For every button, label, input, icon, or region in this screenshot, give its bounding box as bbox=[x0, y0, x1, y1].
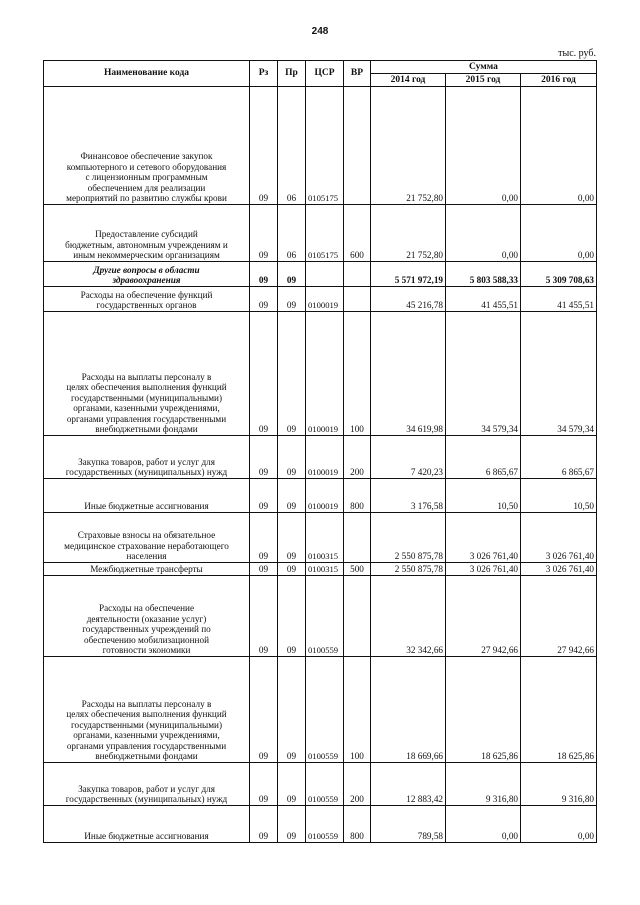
row-sum-2014: 21 752,80 bbox=[371, 205, 446, 262]
row-csr: 0100019 bbox=[306, 436, 344, 479]
row-rz: 09 bbox=[250, 657, 278, 763]
header-year-2014: 2014 год bbox=[371, 74, 446, 87]
row-sum-2014: 34 619,98 bbox=[371, 312, 446, 436]
row-csr: 0100559 bbox=[306, 806, 344, 843]
row-pr: 09 bbox=[278, 576, 306, 657]
row-vr: 800 bbox=[344, 806, 371, 843]
row-name-line: Иные бюджетные ассигнования bbox=[84, 501, 209, 512]
row-sum-2016: 41 455,51 bbox=[521, 287, 597, 312]
row-pr: 06 bbox=[278, 205, 306, 262]
row-rz: 09 bbox=[250, 312, 278, 436]
row-csr bbox=[306, 262, 344, 287]
row-name-line: с лицензионным программным bbox=[85, 172, 208, 183]
row-name-line: здравоохранения bbox=[112, 275, 181, 286]
row-name bbox=[44, 513, 250, 563]
row-name-line: иным некоммерческим организациям bbox=[73, 250, 220, 261]
row-sum-2016: 5 309 708,63 bbox=[521, 262, 597, 287]
header-rz: Рз bbox=[250, 61, 278, 87]
row-name-line: Закупка товаров, работ и услуг для bbox=[78, 456, 215, 467]
row-name-line: Расходы на выплаты персоналу в bbox=[81, 698, 212, 709]
row-sum-2015: 3 026 761,40 bbox=[446, 513, 521, 563]
row-vr: 200 bbox=[344, 436, 371, 479]
row-pr: 09 bbox=[278, 287, 306, 312]
row-name-line: внебюджетными фондами bbox=[95, 751, 198, 762]
table-row bbox=[44, 513, 597, 563]
row-name-line: государственных (муниципальных) нужд bbox=[65, 467, 228, 478]
row-rz: 09 bbox=[250, 287, 278, 312]
row-sum-2015: 27 942,66 bbox=[446, 576, 521, 657]
row-sum-2014: 45 216,78 bbox=[371, 287, 446, 312]
row-name bbox=[44, 205, 250, 262]
row-name-line: бюджетным, автономным учреждениям и bbox=[65, 239, 228, 250]
row-vr: 200 bbox=[344, 763, 371, 806]
row-vr bbox=[344, 576, 371, 657]
row-sum-2015: 34 579,34 bbox=[446, 312, 521, 436]
header-vr: ВР bbox=[344, 61, 371, 87]
row-name bbox=[44, 87, 250, 205]
row-pr: 09 bbox=[278, 806, 306, 843]
row-name bbox=[44, 312, 250, 436]
row-sum-2015: 0,00 bbox=[446, 205, 521, 262]
row-csr: 0105175 bbox=[306, 87, 344, 205]
row-csr: 0100019 bbox=[306, 287, 344, 312]
row-pr: 06 bbox=[278, 87, 306, 205]
row-sum-2016: 0,00 bbox=[521, 205, 597, 262]
row-vr bbox=[344, 287, 371, 312]
table-row bbox=[44, 763, 597, 806]
row-name-line: государственными (муниципальными) bbox=[70, 392, 223, 403]
row-name-line: Расходы на выплаты персоналу в bbox=[81, 371, 212, 382]
row-csr: 0100559 bbox=[306, 657, 344, 763]
table-row bbox=[44, 205, 597, 262]
table-row bbox=[44, 312, 597, 436]
row-name-line: органами, казенными учреждениями, bbox=[73, 403, 220, 414]
row-rz: 09 bbox=[250, 479, 278, 513]
row-name bbox=[44, 287, 250, 312]
row-name-line: органами управления государственными bbox=[66, 740, 227, 751]
row-rz: 09 bbox=[250, 806, 278, 843]
row-name-line: деятельности (оказание услуг) bbox=[86, 613, 207, 624]
row-csr: 0100315 bbox=[306, 513, 344, 563]
row-sum-2016: 6 865,67 bbox=[521, 436, 597, 479]
row-sum-2014: 12 883,42 bbox=[371, 763, 446, 806]
row-sum-2014: 2 550 875,78 bbox=[371, 563, 446, 576]
row-name-line: органами, казенными учреждениями, bbox=[73, 730, 220, 741]
row-rz: 09 bbox=[250, 205, 278, 262]
row-name bbox=[44, 576, 250, 657]
row-name bbox=[44, 763, 250, 806]
row-name-line: Межбюджетные трансферты bbox=[90, 564, 203, 575]
row-csr: 0100019 bbox=[306, 312, 344, 436]
row-sum-2014: 32 342,66 bbox=[371, 576, 446, 657]
row-rz: 09 bbox=[250, 763, 278, 806]
table-row bbox=[44, 806, 597, 843]
header-name: Наименование кода bbox=[44, 61, 250, 87]
row-name-line: Другие вопросы в области bbox=[93, 264, 200, 275]
row-name bbox=[44, 563, 250, 576]
row-sum-2015: 10,50 bbox=[446, 479, 521, 513]
row-rz: 09 bbox=[250, 262, 278, 287]
row-name-line: органами управления государственными bbox=[66, 413, 227, 424]
row-rz: 09 bbox=[250, 513, 278, 563]
row-sum-2016: 0,00 bbox=[521, 87, 597, 205]
row-pr: 09 bbox=[278, 513, 306, 563]
row-sum-2015: 9 316,80 bbox=[446, 763, 521, 806]
row-sum-2015: 0,00 bbox=[446, 806, 521, 843]
row-pr: 09 bbox=[278, 479, 306, 513]
header-year-2016: 2016 год bbox=[521, 74, 597, 87]
row-vr: 500 bbox=[344, 563, 371, 576]
row-sum-2015: 6 865,67 bbox=[446, 436, 521, 479]
row-name-line: Финансовое обеспечение закупок bbox=[80, 151, 213, 162]
row-sum-2014: 3 176,58 bbox=[371, 479, 446, 513]
row-csr: 0100019 bbox=[306, 479, 344, 513]
table-row bbox=[44, 576, 597, 657]
row-name-line: Расходы на обеспечение bbox=[98, 603, 195, 614]
row-name-line: мероприятий по развитию службы крови bbox=[66, 193, 227, 204]
table-row bbox=[44, 563, 597, 576]
row-sum-2015: 5 803 588,33 bbox=[446, 262, 521, 287]
row-name-line: Расходы на обеспечение функций bbox=[80, 289, 213, 300]
row-vr bbox=[344, 513, 371, 563]
table-row bbox=[44, 262, 597, 287]
row-pr: 09 bbox=[278, 763, 306, 806]
row-sum-2015: 3 026 761,40 bbox=[446, 563, 521, 576]
row-rz: 09 bbox=[250, 436, 278, 479]
row-sum-2015: 18 625,86 bbox=[446, 657, 521, 763]
row-rz: 09 bbox=[250, 87, 278, 205]
row-sum-2016: 34 579,34 bbox=[521, 312, 597, 436]
row-name-line: Иные бюджетные ассигнования bbox=[84, 831, 209, 842]
row-pr: 09 bbox=[278, 312, 306, 436]
row-csr: 0100559 bbox=[306, 576, 344, 657]
row-sum-2014: 2 550 875,78 bbox=[371, 513, 446, 563]
row-sum-2016: 10,50 bbox=[521, 479, 597, 513]
row-pr: 09 bbox=[278, 563, 306, 576]
table-row bbox=[44, 87, 597, 205]
row-name-line: медицинское страхование неработающего bbox=[64, 540, 229, 551]
row-sum-2014: 789,58 bbox=[371, 806, 446, 843]
row-sum-2016: 9 316,80 bbox=[521, 763, 597, 806]
row-sum-2015: 0,00 bbox=[446, 87, 521, 205]
row-name-line: государственных органов bbox=[96, 300, 197, 311]
row-name-line: Предоставление субсидий bbox=[95, 229, 198, 240]
row-vr: 100 bbox=[344, 657, 371, 763]
row-csr: 0100559 bbox=[306, 763, 344, 806]
row-sum-2016: 3 026 761,40 bbox=[521, 563, 597, 576]
row-name-line: компьютерного и сетевого оборудования bbox=[66, 161, 227, 172]
row-pr: 09 bbox=[278, 262, 306, 287]
row-sum-2016: 3 026 761,40 bbox=[521, 513, 597, 563]
row-vr: 100 bbox=[344, 312, 371, 436]
units-label: тыс. руб. bbox=[558, 48, 596, 59]
row-sum-2014: 18 669,66 bbox=[371, 657, 446, 763]
row-sum-2014: 21 752,80 bbox=[371, 87, 446, 205]
row-sum-2016: 18 625,86 bbox=[521, 657, 597, 763]
row-name-line: внебюджетными фондами bbox=[95, 424, 198, 435]
header-csr: ЦСР bbox=[306, 61, 344, 87]
row-sum-2016: 27 942,66 bbox=[521, 576, 597, 657]
row-csr: 0105175 bbox=[306, 205, 344, 262]
row-name bbox=[44, 479, 250, 513]
row-name-line: государственными (муниципальными) bbox=[70, 719, 223, 730]
row-sum-2014: 5 571 972,19 bbox=[371, 262, 446, 287]
row-name-line: целях обеспечения выполнения функций bbox=[66, 709, 227, 720]
header-sum: Сумма bbox=[371, 61, 597, 74]
header-pr: Пр bbox=[278, 61, 306, 87]
row-vr: 800 bbox=[344, 479, 371, 513]
row-name-line: государственных (муниципальных) нужд bbox=[65, 794, 228, 805]
row-name-line: населения bbox=[126, 551, 167, 562]
table-row bbox=[44, 436, 597, 479]
row-name bbox=[44, 436, 250, 479]
page-number: 248 bbox=[311, 26, 329, 37]
row-name-line: целях обеспечения выполнения функций bbox=[66, 382, 227, 393]
header-year-2015: 2015 год bbox=[446, 74, 521, 87]
row-name-line: обеспечением для реализации bbox=[87, 182, 206, 193]
row-rz: 09 bbox=[250, 563, 278, 576]
table-row bbox=[44, 479, 597, 513]
row-name-line: государственных учреждений по bbox=[82, 624, 211, 635]
row-name-line: готовности экономики bbox=[102, 645, 191, 656]
row-name-line: Страховые взносы на обязательное bbox=[77, 530, 216, 541]
row-rz: 09 bbox=[250, 576, 278, 657]
row-vr bbox=[344, 262, 371, 287]
row-csr: 0100315 bbox=[306, 563, 344, 576]
row-name bbox=[44, 262, 250, 287]
row-name bbox=[44, 806, 250, 843]
row-sum-2015: 41 455,51 bbox=[446, 287, 521, 312]
budget-table bbox=[43, 60, 597, 843]
row-name-line: Закупка товаров, работ и услуг для bbox=[78, 783, 215, 794]
row-vr bbox=[344, 87, 371, 205]
row-pr: 09 bbox=[278, 657, 306, 763]
row-name bbox=[44, 657, 250, 763]
table-row bbox=[44, 287, 597, 312]
row-vr: 600 bbox=[344, 205, 371, 262]
row-sum-2016: 0,00 bbox=[521, 806, 597, 843]
table-row bbox=[44, 657, 597, 763]
table-body bbox=[44, 87, 597, 843]
row-name-line: обеспечению мобилизационной bbox=[84, 634, 209, 645]
row-sum-2014: 7 420,23 bbox=[371, 436, 446, 479]
row-pr: 09 bbox=[278, 436, 306, 479]
